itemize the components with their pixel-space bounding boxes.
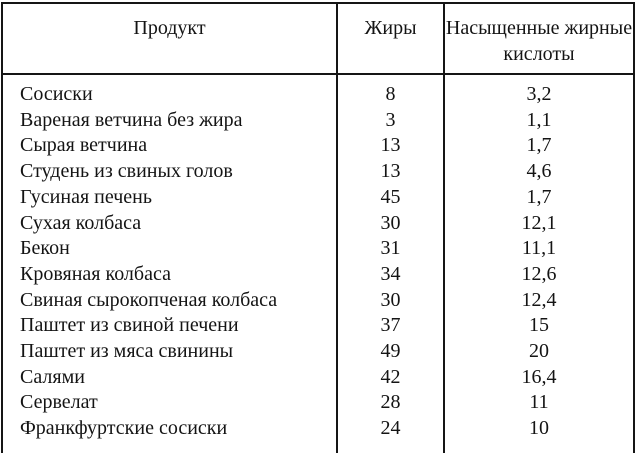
saturated-value: 1,7 — [444, 133, 634, 159]
spacer-cell — [444, 442, 634, 453]
table-row — [2, 288, 634, 314]
product-cell: Паштет из мяса свинины — [20, 340, 234, 363]
table-row — [2, 211, 634, 237]
saturated-value: 12,1 — [444, 211, 634, 237]
saturated-value: 11 — [444, 390, 634, 416]
spacer-cell — [337, 442, 444, 453]
product-cell: Свиная сырокопченая колбаса — [20, 288, 278, 311]
table-body — [2, 74, 634, 453]
fats-value: 49 — [337, 339, 444, 365]
product-cell: Паштет из свиной печени — [20, 314, 239, 337]
table-row — [2, 339, 634, 365]
fats-value: 13 — [337, 133, 444, 159]
saturated-value: 12,6 — [444, 262, 634, 288]
product-cell: Салями — [20, 365, 85, 388]
saturated-value: 1,1 — [444, 108, 634, 134]
fats-value: 31 — [337, 236, 444, 262]
fats-value: 28 — [337, 390, 444, 416]
product-cell: Сырая ветчина — [20, 134, 148, 157]
table-header — [2, 3, 634, 74]
fats-value: 45 — [337, 185, 444, 211]
saturated-value: 20 — [444, 339, 634, 365]
fats-value: 13 — [337, 159, 444, 185]
saturated-value: 12,4 — [444, 288, 634, 314]
table-row — [2, 74, 634, 108]
product-cell: Сервелат — [20, 391, 98, 414]
product-cell: Гусиная печень — [20, 185, 153, 208]
fats-value: 42 — [337, 365, 444, 391]
table-row — [2, 185, 634, 211]
fats-value: 34 — [337, 262, 444, 288]
product-cell: Вареная ветчина без жира — [20, 108, 243, 131]
saturated-value: 1,7 — [444, 185, 634, 211]
product-cell: Франкфуртские сосиски — [20, 417, 228, 440]
table-row — [2, 159, 634, 185]
table-row — [2, 416, 634, 442]
product-cell: Студень из свиных голов — [20, 160, 233, 183]
header-row — [2, 3, 634, 74]
table-row — [2, 133, 634, 159]
column-header-fats: Жиры — [337, 3, 444, 74]
fats-table — [1, 2, 635, 453]
saturated-value: 16,4 — [444, 365, 634, 391]
table-row — [2, 313, 634, 339]
saturated-value: 11,1 — [444, 236, 634, 262]
column-header-product: Продукт — [2, 3, 337, 74]
saturated-value: 15 — [444, 313, 634, 339]
fats-value: 30 — [337, 288, 444, 314]
table-row — [2, 262, 634, 288]
spacer-cell — [2, 442, 337, 453]
saturated-value: 10 — [444, 416, 634, 442]
table-row — [2, 365, 634, 391]
column-header-saturated: Насыщенные жирные кислоты — [444, 3, 634, 74]
table-row — [2, 236, 634, 262]
product-cell: Бекон — [20, 237, 70, 260]
product-cell: Сосиски — [20, 83, 93, 105]
fats-value: 30 — [337, 211, 444, 237]
product-cell: Сухая колбаса — [20, 211, 142, 234]
table-row — [2, 390, 634, 416]
fats-value: 8 — [337, 74, 444, 108]
table-row — [2, 108, 634, 134]
fats-value: 37 — [337, 313, 444, 339]
saturated-value: 4,6 — [444, 159, 634, 185]
fats-value: 3 — [337, 108, 444, 134]
saturated-value: 3,2 — [444, 74, 634, 108]
product-cell: Кровяная колбаса — [20, 262, 171, 285]
table-bottom-spacer — [2, 442, 634, 453]
fats-value: 24 — [337, 416, 444, 442]
